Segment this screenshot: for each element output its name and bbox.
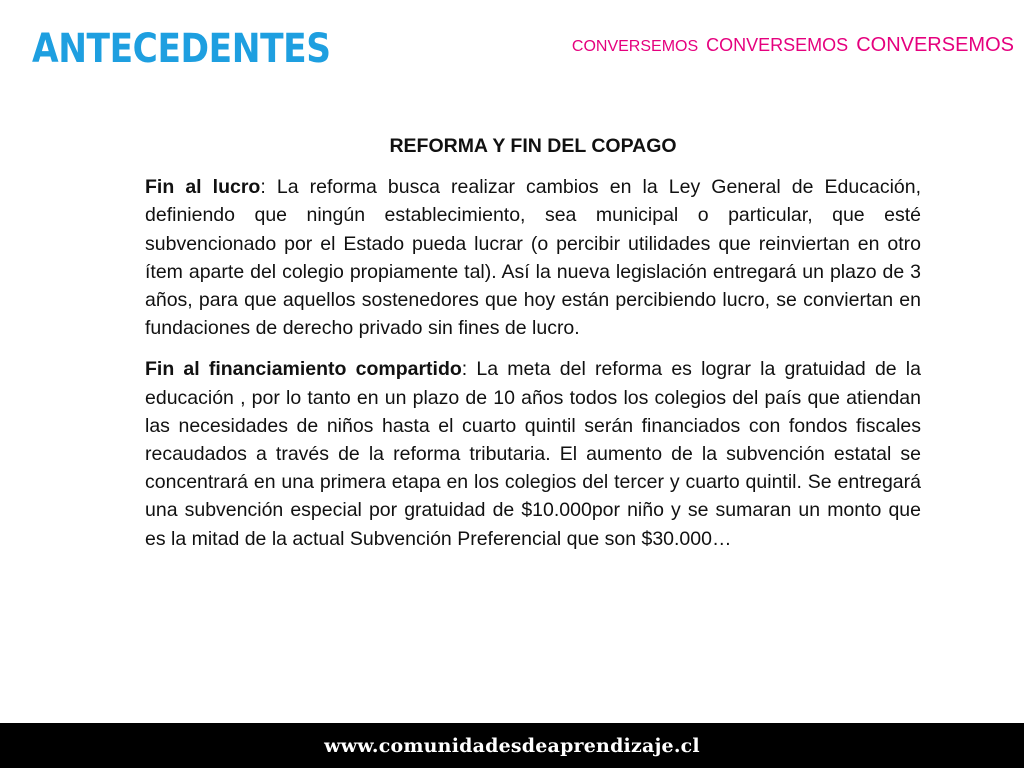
slide-title: ANTECEDENTES — [32, 26, 331, 72]
conversemos-text-medium: CONVERSEMOS — [706, 35, 849, 55]
paragraph-body: : La meta del reforma es lograr la gratuidad de la educación , por lo tanto en un plazo de 10 años todos los colegios del país que atiendan las necesidades de niños hasta el cuarto quintil serán financiados con fondos fiscales recaudados a través de la reforma tributaria. El aumento de la subvención estatal se concentrará en una primera etapa en los colegios del tercer y cuarto quintil. Se entregará una subvención especial por gratuidad de $10.000por niño y se sumaran un monto que es la mitad de la actual Subvención Preferencial que son $30.000… — [145, 358, 921, 550]
slide-body — [145, 132, 921, 566]
paragraph-lead: Fin al financiamiento compartido — [145, 358, 462, 381]
paragraph-body: : La reforma busca realizar cambios en la Ley General de Educación, definiendo que ningún establecimiento, sea municipal o particular, que esté subvencionado por el Estado pueda lucrar (o percibir utilidades que reinviertan en otro ítem aparte del colegio propiamente tal). Así la nueva legislación entregará un plazo de 3 años, para que aquellos sostenedores que hoy están percibiendo lucro, se conviertan en fundaciones de derecho privado sin fines de lucro. — [145, 176, 922, 340]
conversemos-text-small: CONVERSEMOS — [571, 38, 699, 55]
paragraph-fin-al-lucro — [145, 173, 921, 342]
footer-url[interactable]: www.comunidadesdeaprendizaje.cl — [324, 734, 700, 757]
paragraph-fin-financiamiento-compartido — [145, 355, 921, 552]
footer-bar — [0, 723, 1024, 768]
section-heading: REFORMA Y FIN DEL COPAGO — [389, 135, 677, 157]
conversemos-text-large: CONVERSEMOS — [856, 34, 1014, 56]
paragraph-lead: Fin al lucro — [145, 176, 261, 199]
conversemos-banner — [564, 34, 1014, 57]
